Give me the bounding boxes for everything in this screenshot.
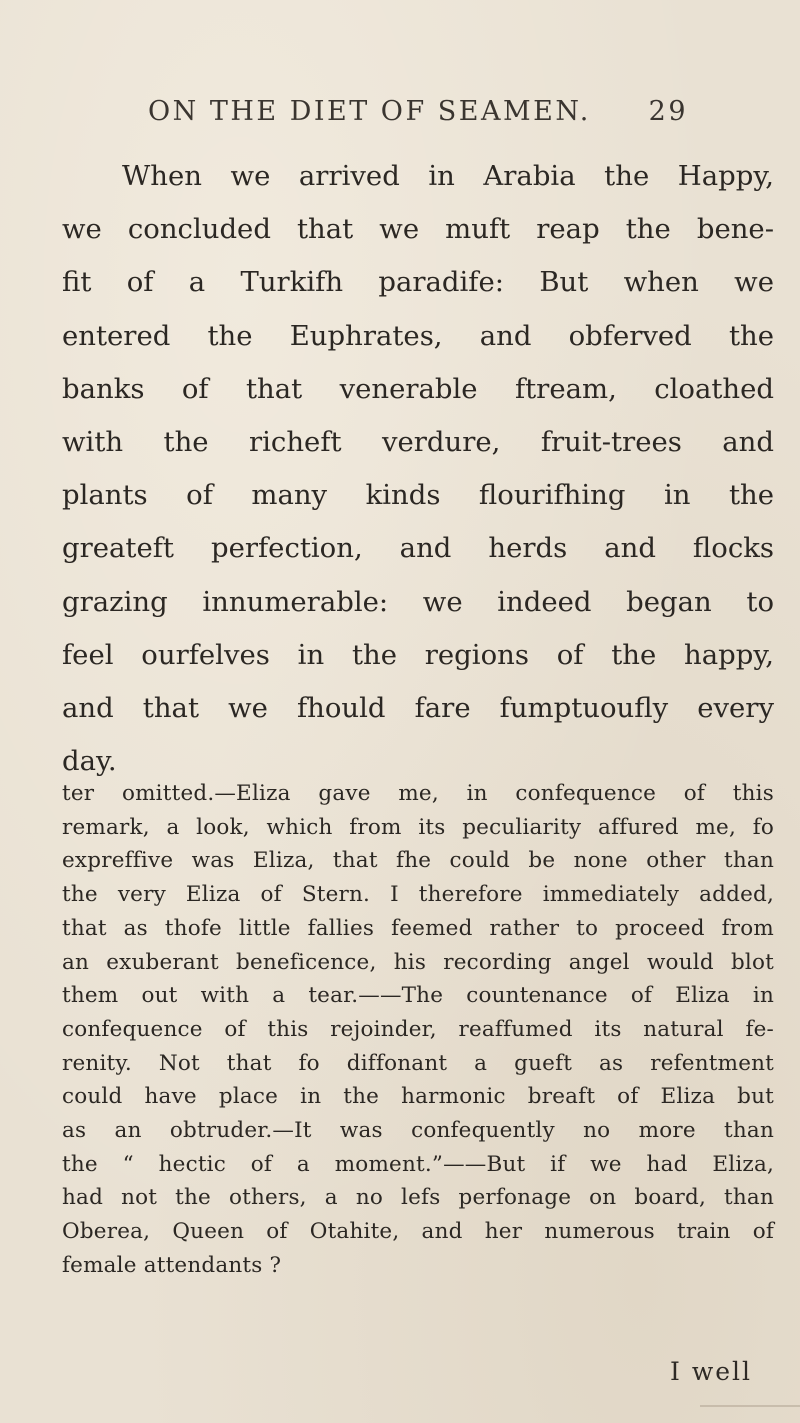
text-line: that as thofe little fallies feemed rather to proceed from xyxy=(62,915,774,941)
text-line: plants of many kinds flourifhing in the xyxy=(62,479,774,512)
text-line: female attendants ? xyxy=(62,1252,282,1278)
text-line: the “ hectic of a moment.”——But if we had Eliza, xyxy=(62,1151,774,1177)
text-line: an exuberant beneficence, his recording angel would blot xyxy=(62,949,774,975)
catchword: I well xyxy=(670,1357,753,1386)
text-line: remark, a look, which from its peculiarity affured me, fo xyxy=(62,814,774,840)
text-line: fit of a Turkifh paradife: But when we xyxy=(62,266,774,299)
running-head xyxy=(148,96,688,136)
running-head-title: ON THE DIET OF SEAMEN. xyxy=(148,96,591,127)
text-line: them out with a tear.——The countenance of Eliza in xyxy=(62,983,774,1009)
page-edge-shadow xyxy=(700,1405,800,1407)
text-line: expreffive was Eliza, that fhe could be none other than xyxy=(62,848,774,874)
text-line: had not the others, a no lefs perfonage on board, than xyxy=(62,1185,774,1211)
text-line: entered the Euphrates, and obferved the xyxy=(62,319,774,352)
text-line: When we arrived in Arabia the Happy, xyxy=(122,160,774,192)
text-line: with the richeft verdure, fruit-trees and xyxy=(62,426,774,459)
paragraph-arabia xyxy=(62,150,774,788)
text-line: confequence of this rejoinder, reaffumed its natural fe- xyxy=(62,1016,774,1042)
text-line: grazing innumerable: we indeed began to xyxy=(62,585,774,618)
text-line: Oberea, Queen of Otahite, and her numerous train of xyxy=(62,1219,774,1245)
text-line: as an obtruder.—It was confequently no more than xyxy=(62,1118,774,1144)
text-line: banks of that venerable ftream, cloathed xyxy=(62,372,774,405)
text-line: feel ourfelves in the regions of the happy, xyxy=(62,638,774,671)
text-line: day. xyxy=(62,745,117,778)
text-line: and that we fhould fare fumptuoufly every xyxy=(62,692,774,725)
text-line: renity. Not that fo diffonant a gueft as refentment xyxy=(62,1050,774,1076)
paragraph-eliza-footnote xyxy=(62,777,774,1283)
text-line: could have place in the harmonic breaft of Eliza but xyxy=(62,1084,774,1110)
text-line: greateft perfection, and herds and flocks xyxy=(62,532,774,565)
text-line: the very Eliza of Stern. I therefore immediately added, xyxy=(62,882,774,908)
page-number: 29 xyxy=(648,96,688,127)
text-line: ter omitted.—Eliza gave me, in confequence of this xyxy=(62,781,774,806)
text-line: we concluded that we muft reap the bene- xyxy=(62,213,774,246)
